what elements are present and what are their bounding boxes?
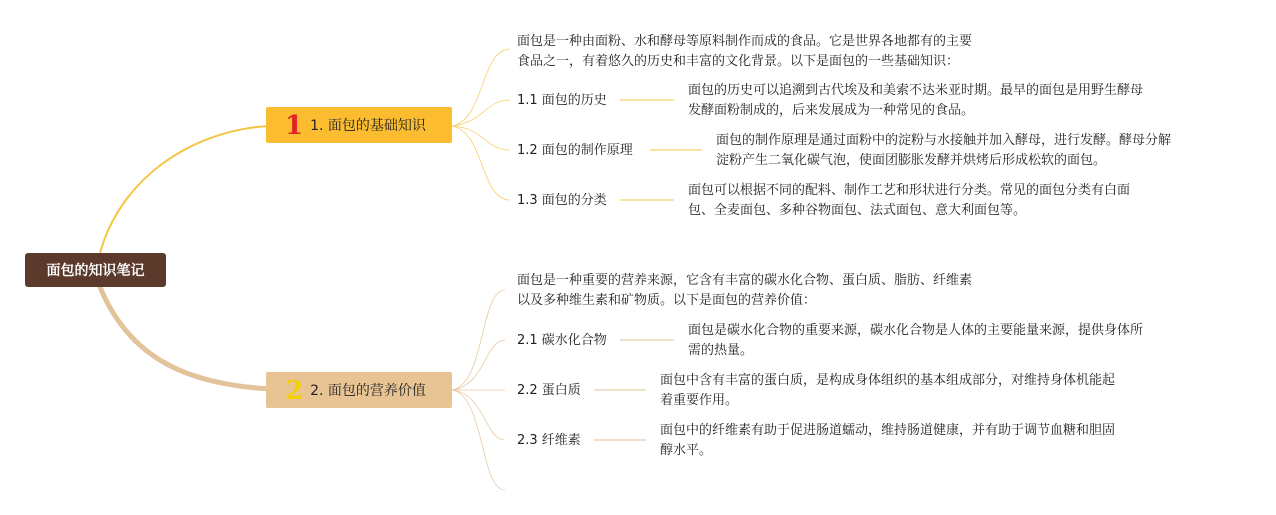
root-node[interactable] [25,253,166,287]
detail-2-2: 面包中含有丰富的蛋白质，是构成身体组织的基本组成部分，对维持身体机能起 着重要作用。 [660,373,1116,408]
branch2-intro: 面包是一种重要的营养来源，它含有丰富的碳水化合物、蛋白质、脂肪、纤维素 以及多种维生素和矿物质。以下是面包的营养价值： [517,273,973,308]
connector-root-branch2 [100,287,272,389]
branch-number-2: 2 [285,376,304,406]
branch-number-1: 1 [285,111,304,141]
branch2-fan [452,290,505,490]
branch-title-1: 1. 面包的基础知识 [310,118,426,134]
root-title: 面包的知识笔记 [46,263,145,279]
detail-1-1: 面包的历史可以追溯到古代埃及和美索不达米亚时期。最早的面包是用野生酵母 发酵面粉制成的，后来发展成为一种常见的食品。 [688,83,1144,118]
branch-node-1[interactable] [266,107,452,143]
subtopic-1-3[interactable]: 1.3 面包的分类 [517,193,607,208]
subtopic-2-3[interactable]: 2.3 纤维素 [517,433,581,448]
subtopic-1-2[interactable]: 1.2 面包的制作原理 [517,143,633,158]
branch1-fan [452,49,510,200]
subtopic-2-1[interactable]: 2.1 碳水化合物 [517,333,607,348]
detail-2-1: 面包是碳水化合物的重要来源，碳水化合物是人体的主要能量来源，提供身体所 需的热量。 [688,323,1144,358]
branch-node-2[interactable] [266,372,452,408]
detail-1-2: 面包的制作原理是通过面粉中的淀粉与水接触并加入酵母，进行发酵。酵母分解 淀粉产生二氧化碳气泡，使面团膨胀发酵并烘烤后形成松软的面包。 [716,133,1172,168]
subtopic-2-2[interactable]: 2.2 蛋白质 [517,383,581,398]
subtopic-1-1[interactable]: 1.1 面包的历史 [517,93,607,108]
detail-1-3: 面包可以根据不同的配料、制作工艺和形状进行分类。常见的面包分类有白面 包、全麦面包、多种谷物面包、法式面包、意大利面包等。 [688,183,1131,218]
branch1-intro: 面包是一种由面粉、水和酵母等原料制作而成的食品。它是世界各地都有的主要 食品之一，有着悠久的历史和丰富的文化背景。以下是面包的一些基础知识： [517,34,973,69]
branch-title-2: 2. 面包的营养价值 [310,383,426,399]
connector-root-branch1 [100,126,270,253]
detail-2-3: 面包中的纤维素有助于促进肠道蠕动，维持肠道健康，并有助于调节血糖和胆固 醇水平。 [660,423,1116,458]
